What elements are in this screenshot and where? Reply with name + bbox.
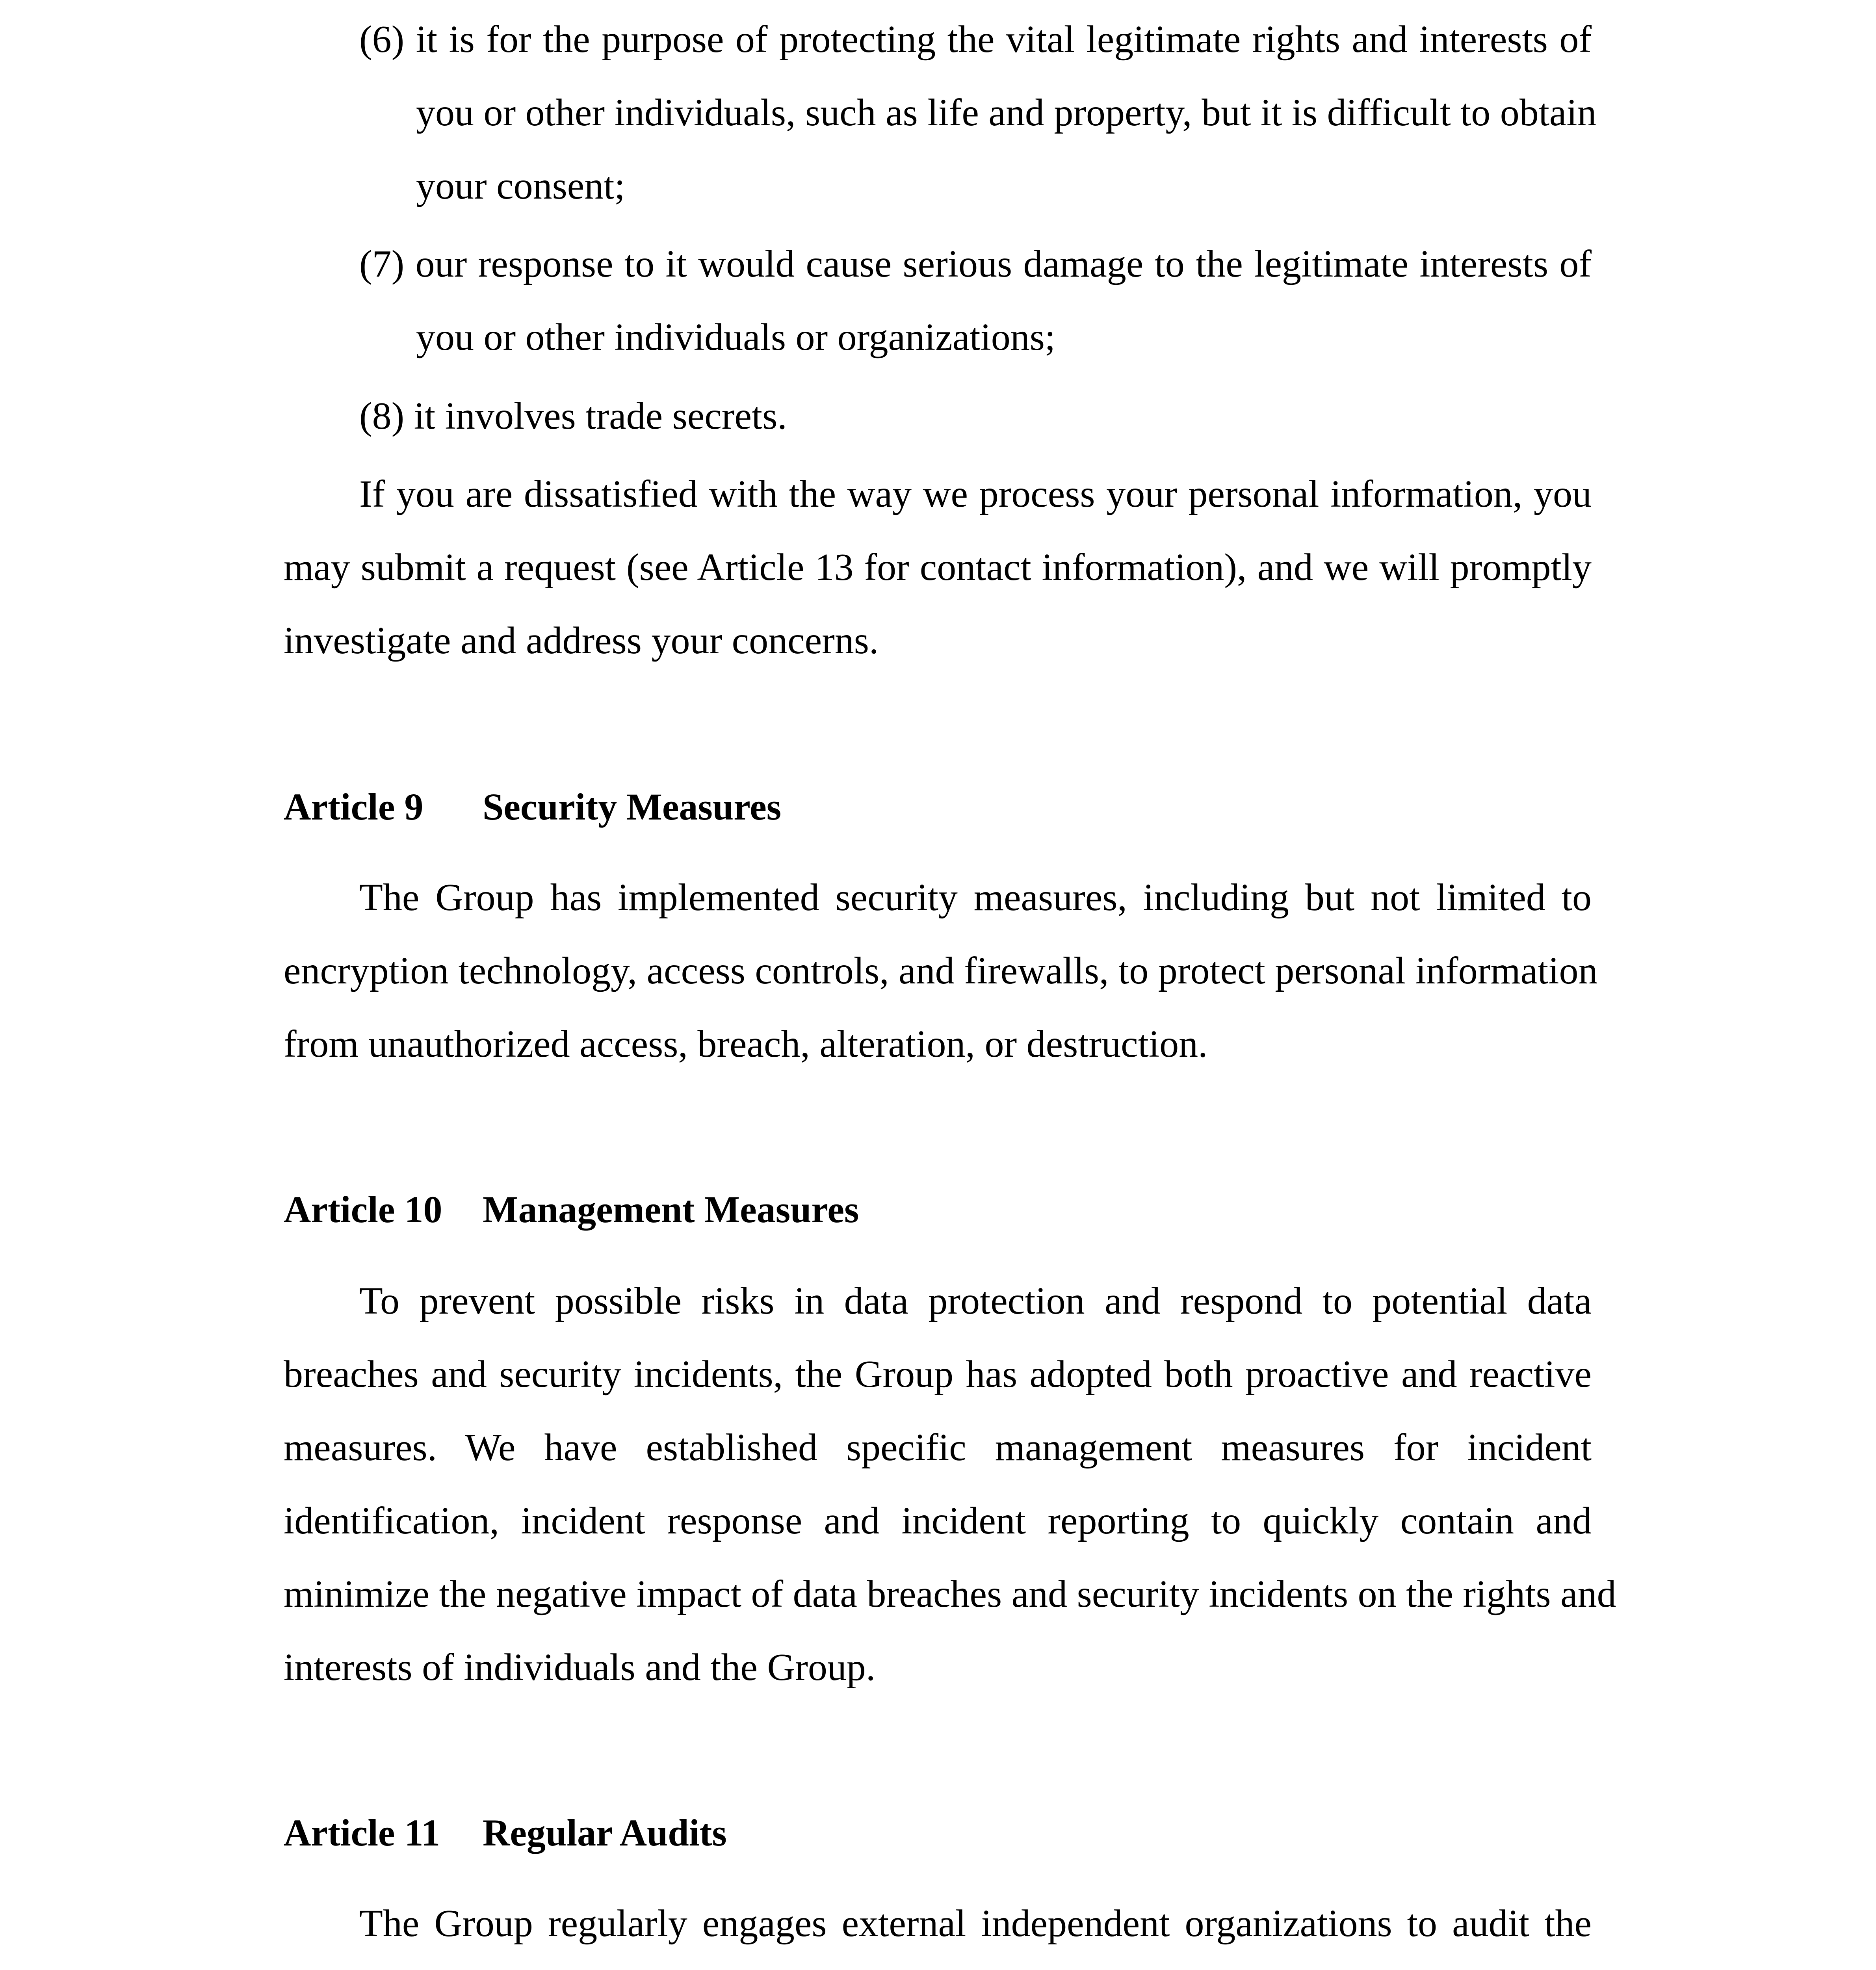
article-10-line-1: To prevent possible risks in data protection and respond to potential data [359, 1280, 1592, 1322]
article-10-number: Article 10 [284, 1188, 442, 1230]
article-9-line-2: encryption technology, access controls, and firewalls, to protect personal information [284, 950, 1598, 992]
article-9-number: Article 9 [284, 786, 423, 828]
item-6-line-1: (6) it is for the purpose of protecting the vital legitimate rights and interests of [359, 18, 1592, 61]
dissatisfied-line-1: If you are dissatisfied with the way we process your personal information, you [359, 473, 1592, 515]
article-10-line-6: interests of individuals and the Group. [284, 1646, 876, 1689]
article-10-line-3: measures. We have established specific management measures for incident [284, 1426, 1592, 1469]
article-11-title: Regular Audits [483, 1812, 727, 1854]
article-11-heading [284, 1809, 727, 1857]
article-9-heading [284, 783, 781, 831]
article-10-title: Management Measures [483, 1188, 859, 1230]
dissatisfied-line-3: investigate and address your concerns. [284, 619, 879, 662]
dissatisfied-line-2: may submit a request (see Article 13 for contact information), and we will promptly [284, 546, 1592, 589]
article-10-line-4: identification, incident response and incident reporting to quickly contain and [284, 1500, 1592, 1542]
article-9-title: Security Measures [483, 786, 782, 828]
article-9-line-1: The Group has implemented security measures, including but not limited to [359, 876, 1592, 919]
item-7-line-2: you or other individuals or organizations; [416, 316, 1056, 359]
article-11-line-1: The Group regularly engages external independent organizations to audit the [359, 1902, 1592, 1945]
article-10-heading [284, 1186, 859, 1233]
item-7-line-1: (7) our response to it would cause serious damage to the legitimate interests of [359, 243, 1592, 285]
article-11-number: Article 11 [284, 1812, 440, 1854]
article-10-line-2: breaches and security incidents, the Group has adopted both proactive and reactive [284, 1353, 1592, 1396]
item-6-line-3: your consent; [416, 165, 625, 207]
article-10-line-5: minimize the negative impact of data breaches and security incidents on the rights and [284, 1573, 1616, 1615]
item-8-line-1: (8) it involves trade secrets. [359, 395, 787, 437]
article-9-line-3: from unauthorized access, breach, alteration, or destruction. [284, 1023, 1208, 1065]
item-6-line-2: you or other individuals, such as life and property, but it is difficult to obtain [416, 91, 1597, 134]
